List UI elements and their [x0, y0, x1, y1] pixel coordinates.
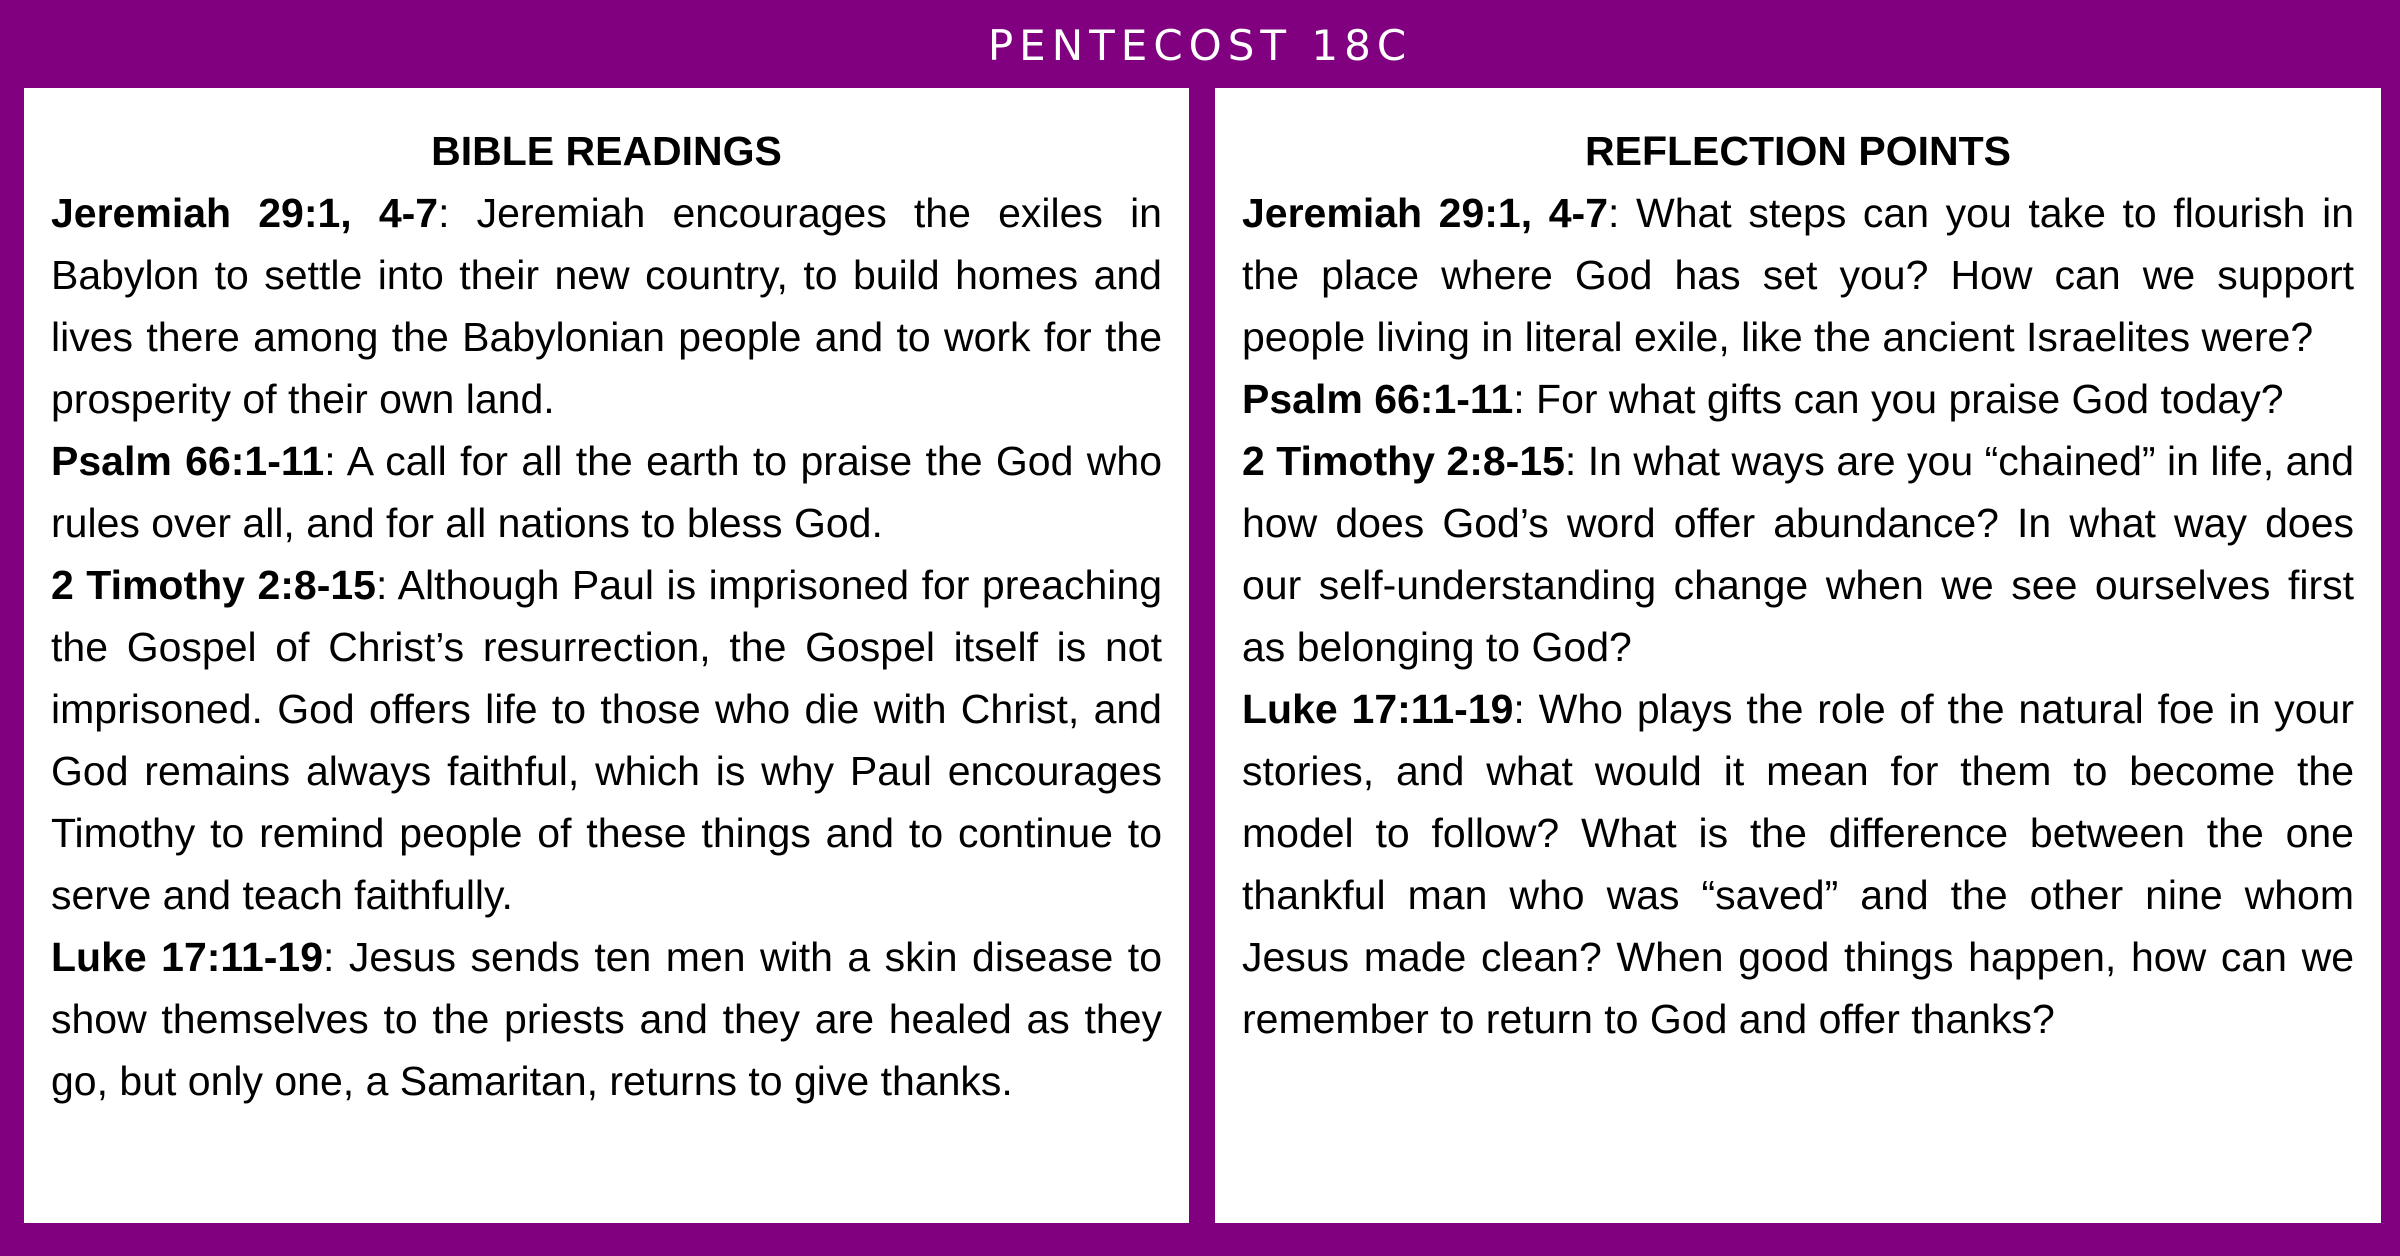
reading-entry-luke [51, 926, 1162, 1112]
reflection-entry-psalm [1242, 368, 2354, 430]
reflection-entry-jeremiah [1242, 182, 2354, 368]
reflection-ref: Psalm 66:1-11 [1242, 376, 1514, 422]
reflection-ref: Jeremiah 29:1, 4-7 [1242, 190, 1608, 236]
reflection-entry-luke [1242, 678, 2354, 1050]
header-bar [0, 0, 2400, 88]
reading-text: : A call for all the earth to praise the God who rules over all, and for all nations to bless God. [51, 438, 1162, 546]
reading-ref: 2 Timothy 2:8-15 [51, 562, 376, 608]
reading-ref: Psalm 66:1-11 [51, 438, 325, 484]
reflection-text: : What steps can you take to flourish in the place where God has set you? How can we support people living in literal exile, like the ancient Israelites were? [1242, 190, 2354, 360]
reading-entry-psalm [51, 430, 1162, 554]
reflection-ref: Luke 17:11-19 [1242, 686, 1514, 732]
reflection-text: : For what gifts can you praise God today? [1513, 376, 2284, 422]
reflection-ref: 2 Timothy 2:8-15 [1242, 438, 1565, 484]
reflection-entry-timothy [1242, 430, 2354, 678]
reading-text: : Jesus sends ten men with a skin disease to show themselves to the priests and they are healed as they go, but only one, a Samaritan, returns to give thanks. [51, 934, 1163, 1104]
reading-entry-jeremiah [51, 182, 1162, 430]
reading-ref: Jeremiah 29:1, 4-7 [51, 190, 439, 236]
reflection-text: : Who plays the role of the natural foe in your stories, and what would it mean for them to become the model to follow? What is the difference between the one thankful man who was “saved” and the other nine whom Jesus made clean? When good things happen, how can we remember to return to God and offer thanks? [1242, 686, 2354, 1042]
reflection-text: : In what ways are you “chained” in life, and how does God’s word offer abundance? In what way does our self-understanding change when we see ourselves first as belonging to God? [1242, 438, 2355, 670]
reflection-points-heading: REFLECTION POINTS [1585, 128, 2011, 174]
bible-readings-panel [24, 88, 1189, 1223]
reading-ref: Luke 17:11-19 [51, 934, 324, 980]
reading-entry-timothy [51, 554, 1162, 926]
reflection-points-panel [1215, 88, 2381, 1223]
reading-text: : Jeremiah encourages the exiles in Babylon to settle into their new country, to build homes and lives there among the Babylonian people and to work for the prosperity of their own land. [51, 190, 1162, 422]
bible-readings-heading: BIBLE READINGS [431, 128, 782, 174]
page-title: PENTECOST 18C [987, 21, 1413, 70]
reading-text: : Although Paul is imprisoned for preaching the Gospel of Christ’s resurrection, the Gospel itself is not imprisoned. God offers life to those who die with Christ, and God remains always faithful, which is why Paul encourages Timothy to remind people of these things and to continue to serve and teach faithfully. [51, 562, 1162, 918]
